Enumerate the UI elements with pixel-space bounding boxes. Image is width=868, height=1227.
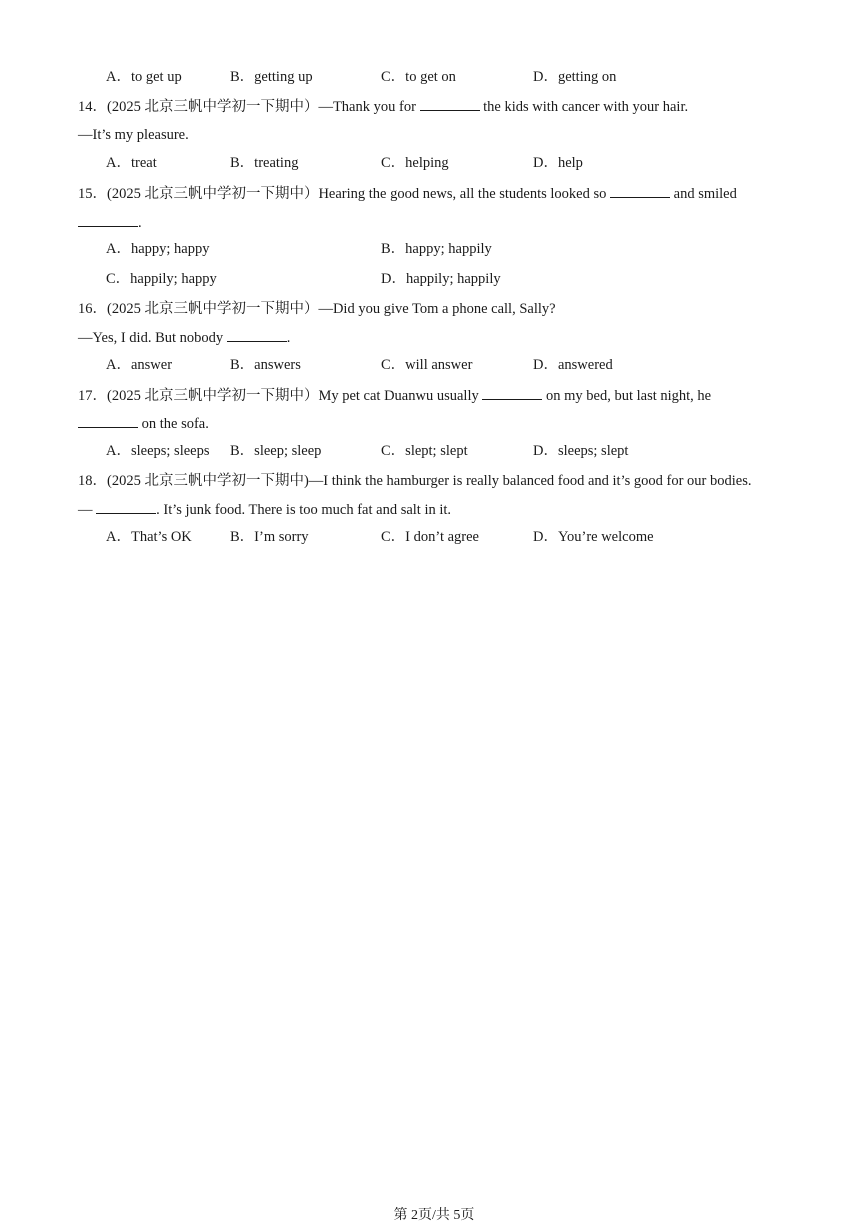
q16-option-a: A．answer bbox=[106, 357, 173, 373]
q18-reply-prefix: — bbox=[78, 502, 93, 518]
q15-stem-prefix: 15．(2025 北京三帆中学初一下期中）Hearing the good news, all the students looked so bbox=[78, 186, 607, 202]
q18-option-b: B．I’m sorry bbox=[230, 529, 309, 545]
q17-stem bbox=[78, 386, 711, 405]
q15-stem-suffix: and smiled bbox=[673, 186, 737, 202]
q16-reply bbox=[78, 328, 290, 347]
q14-stem-suffix: the kids with cancer with your hair. bbox=[483, 99, 689, 115]
q18-stem: 18．(2025 北京三帆中学初一下期中)—I think the hamburger is really balanced food and it’s good for our bodies. bbox=[78, 473, 752, 489]
q17-stem-line2 bbox=[78, 414, 209, 433]
q14-reply: —It’s my pleasure. bbox=[78, 127, 189, 143]
q14-blank bbox=[420, 97, 480, 111]
q17-blank-1 bbox=[482, 386, 542, 400]
q16-option-b: B．answers bbox=[230, 357, 301, 373]
q17-blank-2 bbox=[78, 414, 138, 428]
q17-stem-prefix: 17．(2025 北京三帆中学初一下期中）My pet cat Duanwu usually bbox=[78, 388, 479, 404]
q15-option-a: A．happy; happy bbox=[106, 241, 210, 257]
q16-option-d: D．answered bbox=[533, 357, 613, 373]
q15-blank-2 bbox=[78, 213, 138, 227]
q13-option-b: B．getting up bbox=[230, 69, 313, 85]
q14-stem bbox=[78, 97, 688, 116]
q14-stem-prefix: 14．(2025 北京三帆中学初一下期中）—Thank you for bbox=[78, 99, 416, 115]
q18-option-d: D．You’re welcome bbox=[533, 529, 654, 545]
q14-option-d: D．help bbox=[533, 155, 583, 171]
q14-option-a: A．treat bbox=[106, 155, 157, 171]
q18-option-a: A．That’s OK bbox=[106, 529, 192, 545]
q16-reply-prefix: —Yes, I did. But nobody bbox=[78, 330, 224, 346]
q15-stem-line2 bbox=[78, 213, 142, 232]
q18-reply-suffix: . It’s junk food. There is too much fat and salt in it. bbox=[156, 502, 452, 518]
q17-option-d: D．sleeps; slept bbox=[533, 443, 629, 459]
q15-option-c: C．happily; happy bbox=[106, 271, 217, 287]
q15-blank-1 bbox=[610, 184, 670, 198]
q17-stem-suffix: on my bed, but last night, he bbox=[545, 388, 712, 404]
q15-option-b: B．happy; happily bbox=[381, 241, 492, 257]
q14-option-b: B．treating bbox=[230, 155, 299, 171]
q17-stem-line2-suffix: on the sofa. bbox=[141, 416, 209, 432]
q16-stem: 16．(2025 北京三帆中学初一下期中）—Did you give Tom a phone call, Sally? bbox=[78, 301, 556, 317]
q16-blank bbox=[227, 328, 287, 342]
q15-option-d: D．happily; happily bbox=[381, 271, 501, 287]
q14-option-c: C．helping bbox=[381, 155, 449, 171]
q16-option-c: C．will answer bbox=[381, 357, 473, 373]
q15-stem-line2-suffix: . bbox=[138, 215, 142, 231]
page-number-footer: 第 2页/共 5页 bbox=[393, 1208, 475, 1223]
q17-option-c: C．slept; slept bbox=[381, 443, 468, 459]
q16-reply-suffix: . bbox=[286, 330, 291, 346]
q13-option-c: C．to get on bbox=[381, 69, 456, 85]
q17-option-a: A．sleeps; sleeps bbox=[106, 443, 210, 459]
q17-option-b: B．sleep; sleep bbox=[230, 443, 322, 459]
q13-option-a: A．to get up bbox=[106, 69, 182, 85]
q13-option-d: D．getting on bbox=[533, 69, 617, 85]
q15-stem bbox=[78, 184, 737, 203]
q18-reply bbox=[78, 500, 451, 519]
q18-option-c: C．I don’t agree bbox=[381, 529, 479, 545]
q18-blank bbox=[96, 500, 156, 514]
